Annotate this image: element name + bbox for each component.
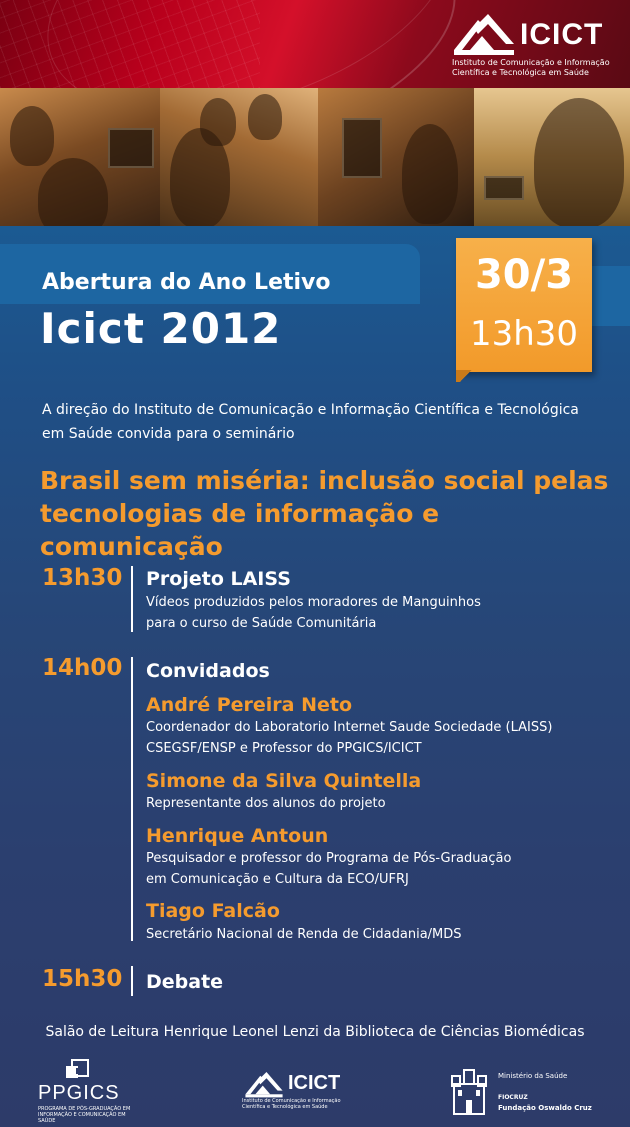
fiocruz-label: FIOCRUZ: [498, 1094, 528, 1101]
icict-mark-icon: [452, 14, 516, 56]
photo-computer-lab: [318, 88, 474, 226]
speaker-role: [146, 848, 606, 890]
speaker-name: Tiago Falcão: [146, 900, 280, 922]
slot-time: 13h30: [42, 565, 123, 591]
icict-mark-icon: [242, 1072, 286, 1098]
icict-subtitle-line-2: Científica e Tecnológica em Saúde: [452, 68, 589, 77]
ppgics-logo-word: PPGICS: [38, 1082, 120, 1104]
slot-time: 14h00: [42, 655, 123, 681]
speaker-role-line: CSEGSF/ENSP e Professor do PPGICS/ICICT: [146, 741, 422, 756]
speaker-name: Henrique Antoun: [146, 825, 329, 847]
event-date: 30/3: [474, 252, 574, 298]
slot-divider: [131, 657, 133, 941]
slot-description-line: para o curso de Saúde Comunitária: [146, 616, 377, 631]
ministerio-label: Ministério da Saúde: [498, 1072, 568, 1080]
icict-footer-subtitle-line: Instituto de Comunicação e Informação: [242, 1098, 341, 1104]
speaker-role-line: Secretário Nacional de Renda de Cidadania/MDS: [146, 927, 462, 942]
speaker-role: [146, 793, 606, 814]
ppgics-subtitle-line: INFORMAÇÃO E COMUNICAÇÃO EM SAÚDE: [38, 1112, 126, 1124]
intro-line-2: em Saúde convida para o seminário: [42, 426, 295, 442]
seminar-title-line-1: Brasil sem miséria: inclusão social pelas: [40, 466, 609, 495]
icict-footer-subtitle-line: Científica e Tecnológica em Saúde: [242, 1104, 328, 1110]
speaker-name: André Pereira Neto: [146, 694, 353, 716]
photo-students-at-computers: [0, 88, 160, 226]
event-time: 13h30: [469, 314, 579, 354]
photo-strip: [0, 88, 630, 226]
ppgics-subtitle-line: PROGRAMA DE PÓS-GRADUAÇÃO EM: [38, 1106, 131, 1112]
slot-heading: Projeto LAISS: [146, 568, 291, 590]
speaker-name: Simone da Silva Quintella: [146, 770, 422, 792]
ppgics-mark-icon: [62, 1058, 92, 1084]
photo-group-at-desk: [160, 88, 318, 226]
fundacao-label: Fundação Oswaldo Cruz: [498, 1104, 592, 1112]
speaker-role-line: em Comunicação e Cultura da ECO/UFRJ: [146, 872, 409, 887]
icict-footer-logo: [242, 1068, 352, 1118]
speaker-role: [146, 924, 606, 945]
ppgics-logo-subtitle: [38, 1106, 142, 1124]
icict-logo-subtitle: [452, 58, 622, 78]
header-banner: [0, 0, 630, 88]
speaker-role-line: Coordenador do Laboratorio Internet Saude Sociedade (LAISS): [146, 720, 553, 735]
ppgics-logo: [38, 1058, 142, 1124]
date-badge-fold: [456, 370, 476, 382]
event-headline: Icict 2012: [40, 304, 282, 353]
slot-divider: [131, 966, 133, 996]
icict-footer-word: ICICT: [288, 1072, 341, 1094]
intro-line-1: A direção do Instituto de Comunicação e Informação Científica e Tecnológica: [42, 402, 579, 418]
speaker-role-line: Representante dos alunos do projeto: [146, 796, 386, 811]
event-kicker: Abertura do Ano Letivo: [42, 270, 331, 295]
seminar-title: [40, 464, 610, 563]
slot-heading: Debate: [146, 971, 224, 993]
date-badge: [456, 238, 592, 372]
slot-description: [146, 592, 606, 634]
photo-man-with-camera: [474, 88, 630, 226]
event-intro: [42, 398, 602, 446]
icict-logo: [452, 12, 622, 78]
castle-icon: [450, 1066, 488, 1118]
icict-footer-subtitle: [242, 1098, 352, 1110]
slot-heading: Convidados: [146, 660, 270, 682]
slot-time: 15h30: [42, 966, 123, 992]
icict-subtitle-line-1: Instituto de Comunicação e Informação: [452, 58, 610, 67]
speaker-role-line: Pesquisador e professor do Programa de Pós-Graduação: [146, 851, 512, 866]
seminar-title-line-2: tecnologias de informação e comunicação: [40, 499, 440, 561]
slot-divider: [131, 566, 133, 632]
slot-description-line: Vídeos produzidos pelos moradores de Manguinhos: [146, 595, 481, 610]
venue: Salão de Leitura Henrique Leonel Lenzi da Biblioteca de Ciências Biomédicas: [45, 1024, 585, 1040]
icict-logo-word: ICICT: [520, 18, 604, 51]
speaker-role: [146, 717, 606, 759]
fiocruz-logo: [450, 1064, 600, 1122]
